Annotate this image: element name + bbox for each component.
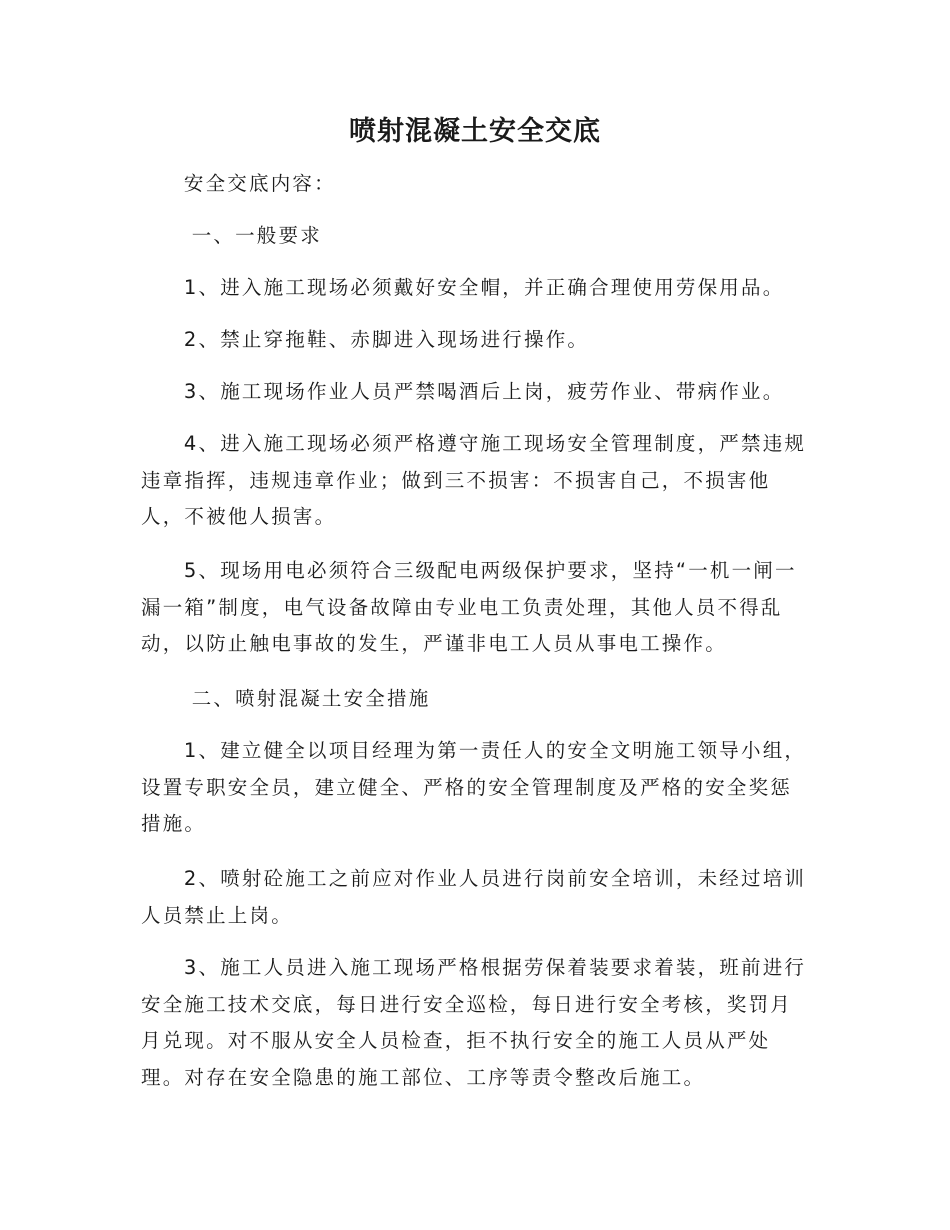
paragraph-3: 3、施工现场作业人员严禁喝酒后上岗，疲劳作业、带病作业。 (183, 380, 785, 403)
paragraph-4: 4、进入施工现场必须严格遵守施工现场安全管理制度，严禁违规违章指挥，违规违章作业；做到三不损害：不损害自己，不损害他人，不被他人损害。 (141, 432, 807, 528)
section-heading-measures: 二、喷射混凝土安全措施 (191, 687, 431, 710)
section-heading-general: 一、一般要求 (191, 224, 322, 247)
paragraph-8: 3、施工人员进入施工现场严格根据劳保着装要求着装，班前进行安全施工技术交底，每日进行安全巡检，每日进行安全考核，奖罚月月兑现。对不服从安全人员检查，拒不执行安全的施工人员从严处理。对存在安全隐患的施工部位、工序等责令整改后施工。 (141, 956, 807, 1089)
document-title: 喷射混凝土安全交底 (349, 116, 601, 147)
paragraph-7: 2、喷射砼施工之前应对作业人员进行岗前安全培训，未经过培训人员禁止上岗。 (141, 867, 807, 927)
intro-paragraph: 安全交底内容： (183, 172, 336, 195)
paragraph-2: 2、禁止穿拖鞋、赤脚进入现场进行操作。 (183, 328, 590, 351)
paragraph-5: 5、现场用电必须符合三级配电两级保护要求，坚持“一机一闸一漏一箱”制度，电气设备故障由专业电工负责处理，其他人员不得乱动，以防止触电事故的发生，严谨非电工人员从事电工操作。 (141, 559, 797, 655)
paragraph-1: 1、进入施工现场必须戴好安全帽，并正确合理使用劳保用品。 (183, 276, 785, 299)
paragraph-6: 1、建立健全以项目经理为第一责任人的安全文明施工领导小组，设置专职安全员，建立健全、严格的安全管理制度及严格的安全奖惩措施。 (141, 739, 807, 835)
